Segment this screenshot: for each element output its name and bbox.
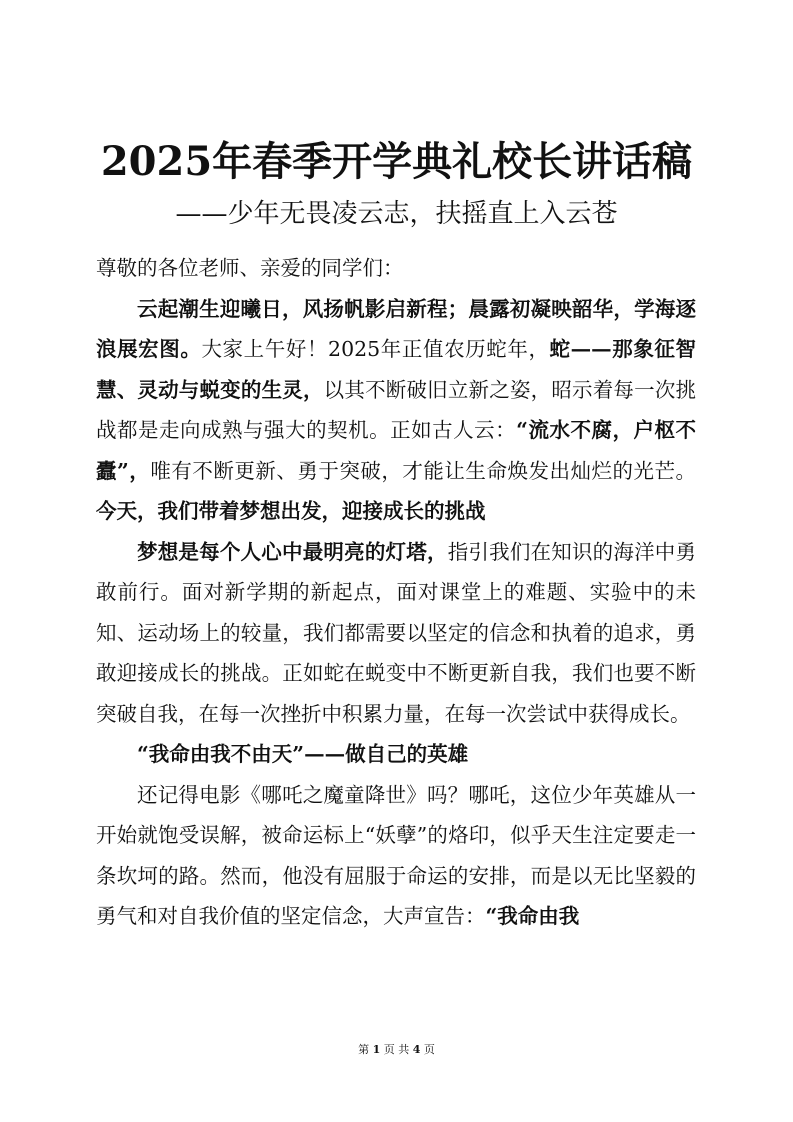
document-body <box>96 248 696 937</box>
page-footer <box>0 1043 793 1057</box>
footer-middle: 页 共 <box>383 1043 410 1056</box>
document-title: 2025年春季开学典礼校长讲话稿 <box>100 138 693 185</box>
p1-bold-heading: 今天，我们带着梦想出发，迎接成长的挑战 <box>96 499 486 523</box>
p2-text: 指引我们在知识的海洋中勇敢前行。面对新学期的新起点，面对课堂上的难题、实验中的未知、运动场上的较量，我们都需要以坚定的信念和执着的追求，勇敢迎接成长的挑战。正如蛇在蜕变中不断更新自我，我们也要不断突破自我，在每一次挫折中积累力量，在每一次尝试中获得成长。 <box>96 539 697 726</box>
p1-text: 大家上午好！2025年正值农历蛇年， <box>201 337 550 361</box>
p1-bold-quote: “流水不腐，户枢不蠹”， <box>96 418 697 483</box>
p2-bold-opening: 梦想是每个人心中最明亮的灯塔， <box>137 539 448 564</box>
footer-total-pages: 4 <box>412 1043 421 1056</box>
p1-text-2: 以其不断破旧立新之姿，昭示着每一次挑战都是走向成熟与强大的契机。正如古人云： <box>96 377 697 442</box>
footer-suffix: 页 <box>423 1043 435 1056</box>
p1-bold-opening: 云起潮生迎曦日，风扬帆影启新程；晨露初凝映韶华，学海逐浪展宏图。 <box>96 296 696 361</box>
paragraph-3 <box>96 775 696 937</box>
p1-text-3: 唯有不断更新、勇于突破，才能让生命焕发出灿烂的光芒。 <box>150 458 697 483</box>
p3-text: 还记得电影《哪吒之魔童降世》吗？哪吒，这位少年英雄从一开始就饱受误解，被命运标上“妖孽”的烙印，似乎天生注定要走一条坎坷的路。然而，他没有屈服于命运的安排，而是以无比坚毅的勇气和对自我价值的坚定信念，大声宣告： <box>96 782 696 928</box>
document-subtitle: ——少年无畏凌云志，扶摇直上入云苍 <box>175 199 618 229</box>
greeting: 尊敬的各位老师、亲爱的同学们： <box>96 256 404 280</box>
paragraph-2 <box>96 532 696 735</box>
footer-prefix: 第 <box>358 1043 370 1056</box>
section-heading-2: “我命由我不由天”——做自己的英雄 <box>137 742 469 766</box>
paragraph-1 <box>96 289 696 532</box>
p3-bold-quote: “我命由我 <box>485 904 580 928</box>
p1-bold-snake: 蛇——那象征智慧、灵动与蜕变的生灵， <box>96 337 697 402</box>
footer-page-number: 1 <box>372 1043 381 1056</box>
